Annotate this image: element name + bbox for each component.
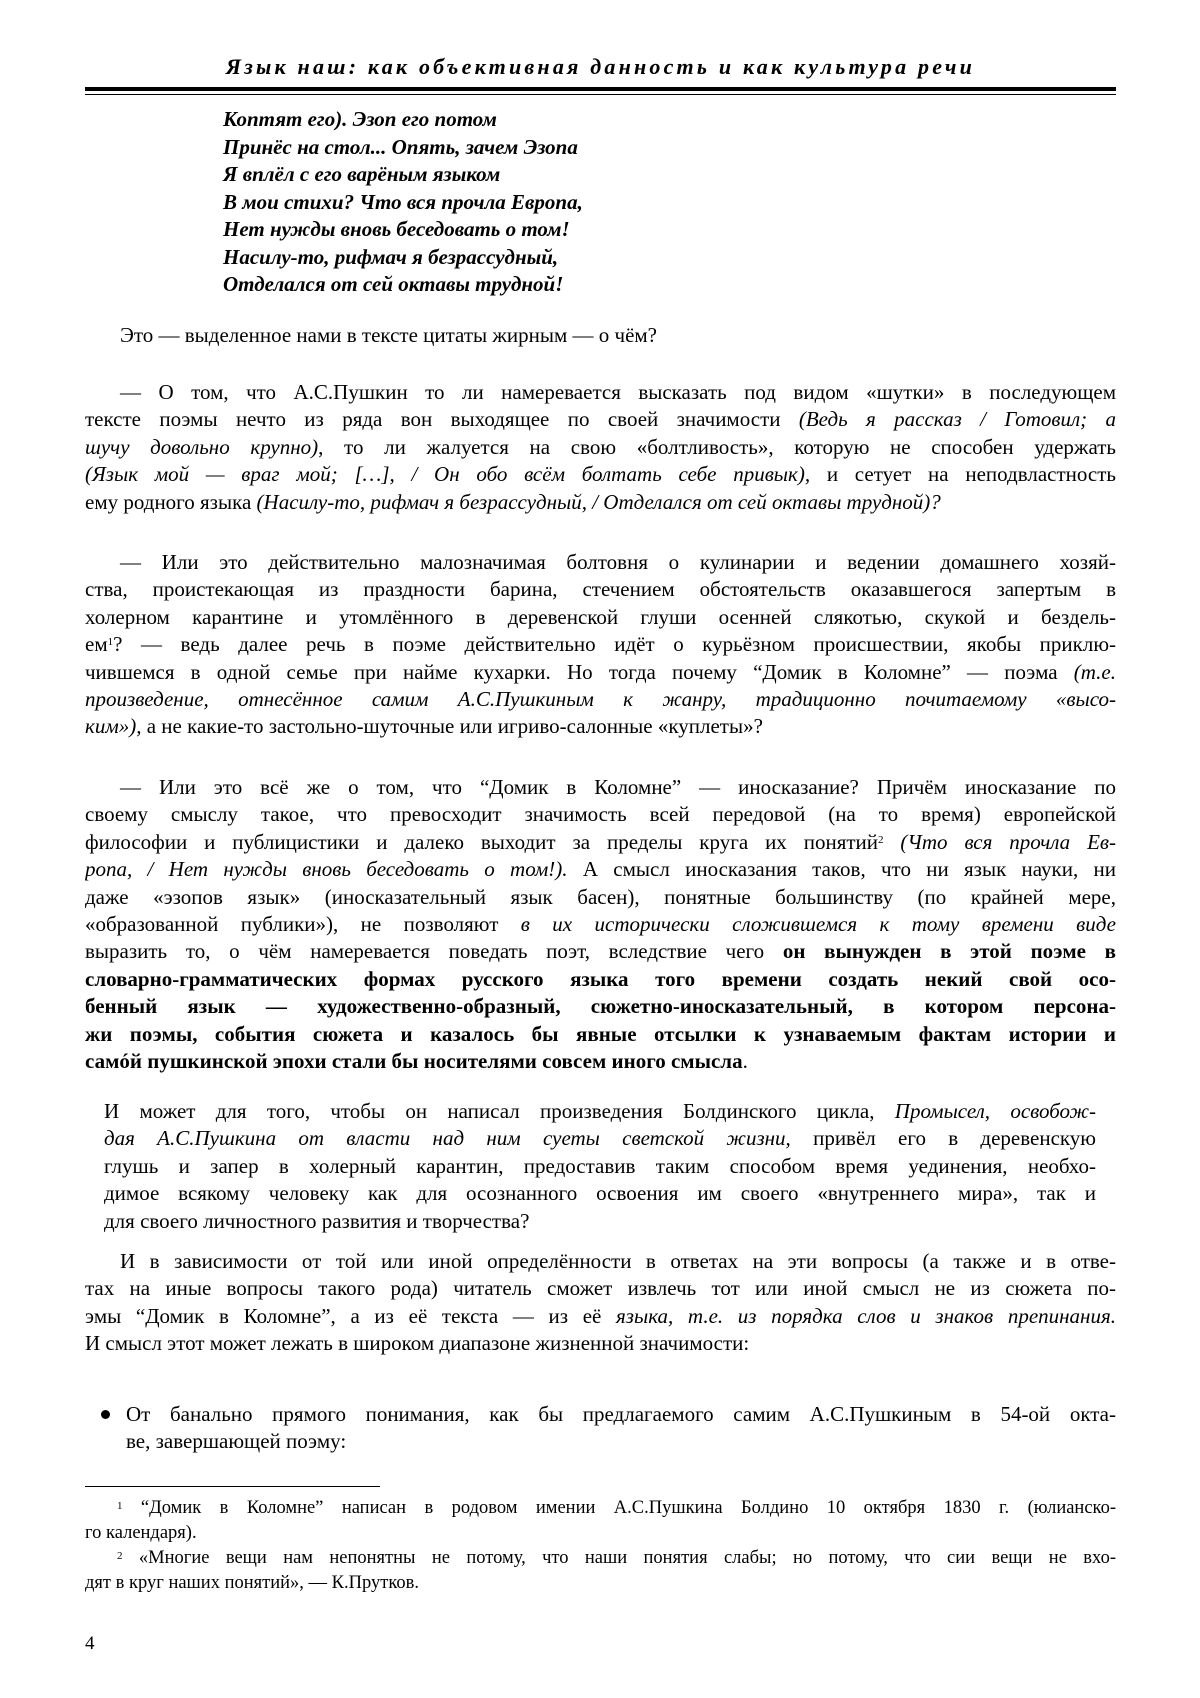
verse-line: Отделался от сей октавы трудной!	[223, 272, 564, 296]
text-line: ропа, / Нет нужды вновь беседовать о том!). А смысл иносказания таков, что ни язык науки, ни	[85, 857, 1116, 882]
text-line: ве, завершающей поэму:	[126, 1429, 347, 1454]
text-line: для своего личностного развития и творчества?	[104, 1208, 530, 1233]
text-line: ким»), а не какие-то застольно-шуточные или игриво-салонные «куплеты»?	[85, 714, 763, 739]
text-line: жи поэмы, события сюжета и казалось бы явные отсылки к узнаваемым фактам истории и	[85, 1021, 1116, 1046]
text-line: произведение, отнесённое самим А.С.Пушкиным к жанру, традиционно почитаемому «высо-	[85, 686, 1116, 711]
footnote-line: $^1$ “Домик в Коломне” написан в родовом имении А.С.Пушкина Болдино 10 октября 1830 г. (юлианско-	[117, 1498, 1116, 1518]
footnote-line: $^2$ «Многие вещи нам непонятны не потому, что наши понятия слабы; но потому, что сии вещи не вхо-	[117, 1548, 1116, 1568]
text-line: даже «эзопов язык» (иносказательный язык басен), понятные большинству (по крайней мере,	[85, 884, 1116, 909]
text-line: (Язык мой — враг мой; […], / Он обо всём болтать себе привык), и сетует на неподвластность	[85, 462, 1116, 487]
footnote-ref-1: 1	[107, 636, 114, 649]
footnote-1	[85, 1496, 1116, 1546]
paragraph-question	[120, 322, 1116, 349]
footnote-line: дят в круг наших понятий», — К.Прутков.	[85, 1573, 419, 1593]
text-line: своему смыслу такое, что превосходит значимость всей передовой (на то время) европейской	[85, 802, 1116, 827]
running-header: Язык наш: как объективная данность и как культура речи	[225, 54, 976, 79]
footnote-mark: 1	[117, 1500, 123, 1512]
paragraph-providence	[104, 1098, 1096, 1235]
text-line: димое всякому человеку как для осознанного освоения им своего «внутреннего мира», так и	[104, 1181, 1096, 1206]
footnote-mark: 2	[117, 1550, 123, 1562]
text-line: словарно-грамматических формах русского языка того времени создать некий свой осо-	[85, 966, 1116, 991]
verse-line: В мои стихи? Что вся прочла Европа,	[223, 189, 583, 214]
text-line: От банально прямого понимания, как бы предлагаемого самим А.С.Пушкиным в 54-ой окта-	[126, 1402, 1116, 1426]
text-line: ства, проистекающая из праздности барина, стечением обстоятельств оказавшегося запертым в	[85, 577, 1116, 602]
footnote-2	[85, 1546, 1116, 1596]
paragraph-reader-meaning	[85, 1248, 1116, 1358]
bullet-icon	[101, 1410, 110, 1419]
text-line: бенный язык — художественно-образный, сюжетно-иносказательный, в котором персона-	[85, 994, 1116, 1019]
footnote-ref-2: 2	[878, 833, 884, 846]
footnote-line: го календаря).	[85, 1523, 197, 1543]
text-line: — О том, что А.С.Пушкин то ли намеревается высказать под видом «шутки» в последующем	[120, 380, 1116, 404]
text-line: самóй пушкинской эпохи стали бы носителями совсем иного смысла.	[85, 1048, 748, 1073]
bullet-item	[126, 1401, 1116, 1456]
text-line: чившемся в одной семье при найме кухарки. Но тогда почему “Домик в Коломне” — поэма (т.е.	[85, 659, 1116, 684]
text-line: тексте поэмы нечто из ряда вон выходящее по своей значимости (Ведь я рассказ / Готовил; а	[85, 407, 1116, 432]
paragraph-answer-1	[85, 379, 1116, 516]
text-line: тах на иные вопросы такого рода) читатель сможет извлечь тот или иной смысл не из сюжета по-	[85, 1276, 1116, 1301]
text-line: дая А.С.Пушкина от власти над ним суеты светской жизни, привёл его в деревенскую	[104, 1126, 1096, 1151]
text-line: ему родного языка (Насилу-то, рифмач я безрассудный, / Отделался от сей октавы трудной)?	[85, 489, 941, 514]
text-line: эмы “Домик в Коломне”, а из её текста — из её языка, т.е. из порядка слов и знаков препинания.	[85, 1303, 1116, 1328]
verse-quote	[223, 106, 583, 299]
footnote-separator	[85, 1486, 380, 1487]
text-line: И смысл этот может лежать в широком диапазоне жизненной значимости:	[85, 1331, 750, 1356]
text-line: глушь и запер в холерный карантин, предоставив таким способом время уединения, необхо-	[104, 1153, 1096, 1178]
page-number: 4	[85, 1633, 95, 1654]
header-rule-thin	[85, 94, 1116, 95]
text-line: — Или это всё же о том, что “Домик в Коломне” — иносказание? Причём иносказание по	[120, 775, 1116, 799]
verse-line: Принёс на стол... Опять, зачем Эзопа	[223, 134, 578, 159]
verse-line: Я вплёл с его варёным языком	[223, 162, 501, 186]
text-line: Это — выделенное нами в тексте цитаты жирным — о чём?	[120, 323, 657, 347]
text-line: «образованной публики»), не позволяют в их исторически сложившемся к тому времени виде	[85, 911, 1116, 936]
verse-line: Нет нужды вновь беседовать о том!	[223, 217, 570, 241]
text-line: холерном карантине и утомлённого в деревенской глуши осенней слякотью, скукой и бездель-	[85, 604, 1116, 629]
header-rule-thick	[85, 87, 1116, 91]
verse-line: Коптят его). Эзоп его потом	[223, 107, 497, 131]
text-line: $ем^1$? — ведь далее речь в поэме действительно идёт о курьёзном происшествии, якобы приклю-	[85, 632, 1116, 657]
text-line: — Или это действительно малозначимая болтовня о кулинарии и ведении домашнего хозяй-	[120, 550, 1116, 574]
verse-line: Насилу-то, рифмач я безрассудный,	[223, 244, 559, 269]
text-line: выразить то, о чём намеревается поведать поэт, вследствие чего он вынужден в этой поэме в	[85, 939, 1116, 964]
text-line: И в зависимости от той или иной определённости в ответах на эти вопросы (а также и в отве-	[120, 1249, 1116, 1273]
text-line: И может для того, чтобы он написал произведения Болдинского цикла, Промысел, освобож-	[104, 1099, 1096, 1123]
text-line: философии и публицистики и далеко выходит за пределы круга их понятий$^2$ (Что вся прочла Ев-	[85, 829, 1116, 854]
paragraph-answer-2	[85, 549, 1116, 741]
paragraph-answer-3	[85, 774, 1116, 1075]
text-line: шучу довольно крупно), то ли жалуется на свою «болтливость», которую не способен удержать	[85, 434, 1116, 459]
